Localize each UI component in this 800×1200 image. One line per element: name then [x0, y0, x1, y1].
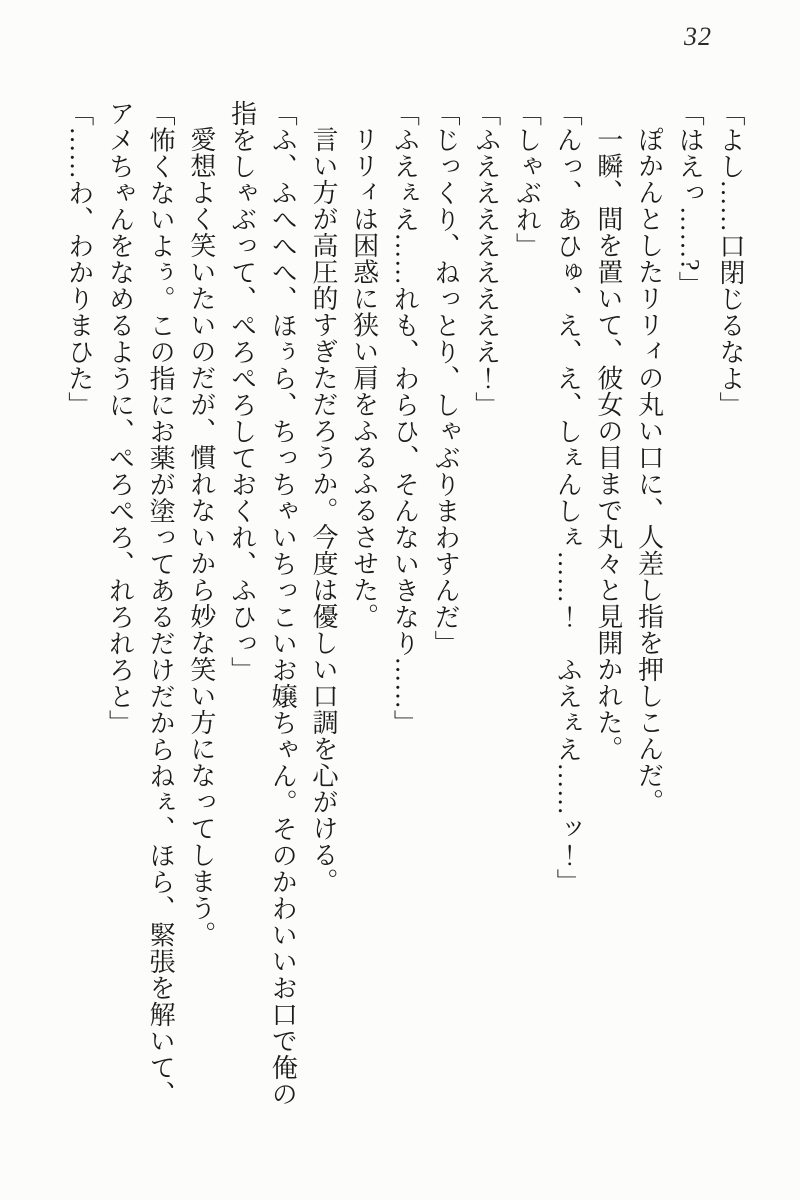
- page-number: 32: [684, 22, 712, 51]
- text-line: アメちゃんをなめるように、ぺろぺろ、れろれろと」: [105, 100, 135, 736]
- text-line: 「ふえぇえ……れも、わらひ、そんないきなり……」: [390, 100, 420, 736]
- text-line: 言い方が高圧的すぎただろうか。今度は優しい口調を心がける。: [308, 126, 338, 895]
- text-line: リリィは困惑に狭い肩をふるふるさせた。: [349, 126, 379, 630]
- text-line: 「しゃぶれ」: [512, 100, 542, 259]
- text-line: 愛想よく笑いたいのだが、慣れないから妙な笑い方になってしまう。: [186, 126, 216, 948]
- text-line: 「んっ、あひゅ、え、え、しぇんしぇ……！ ふえぇえ……ッ！」: [553, 100, 583, 895]
- text-line: 「ふええええええええ！」: [471, 100, 501, 418]
- text-line: 「……わ、わかりまひた」: [64, 100, 94, 418]
- text-line: 「じっくり、ねっとり、しゃぶりまわすんだ」: [431, 100, 461, 657]
- text-line: 「ふ、ふへへへ、ほぅら、ちっちゃいちっこいお嬢ちゃん。そのかわいいお口で俺の: [268, 100, 298, 1107]
- text-line: 「怖くないよぅ。この指にお薬が塗ってあるだけだからねぇ、ほら、緊張を解いて、: [146, 100, 176, 1107]
- text-line: 「はえっ……?」: [675, 100, 705, 298]
- text-line: ぽかんとしたリリィの丸い口に、人差し指を押しこんだ。: [634, 126, 664, 815]
- text-block: [58, 100, 750, 1120]
- text-line: 一瞬、間を置いて、彼女の目まで丸々と見開かれた。: [593, 126, 623, 762]
- text-line: 指をしゃぶって、ぺろぺろしておくれ、ふひっ」: [227, 100, 257, 683]
- text-line: 「よし……口閉じるなよ」: [716, 100, 745, 418]
